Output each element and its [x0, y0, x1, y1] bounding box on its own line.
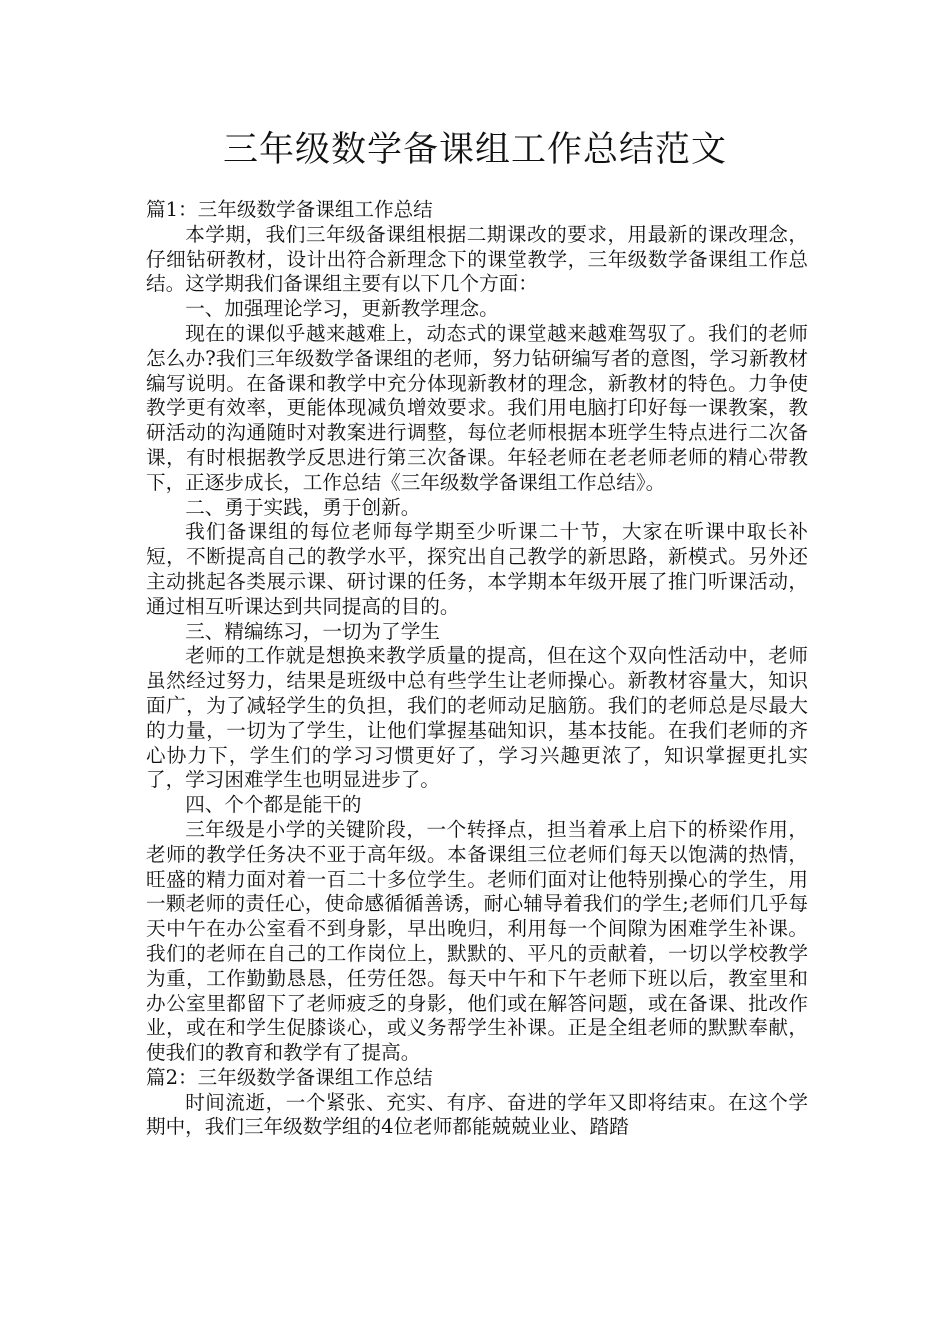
- section-heading-2: 篇2：三年级数学备课组工作总结: [146, 1065, 433, 1089]
- subheading-exercises: 三、精编练习，一切为了学生: [185, 619, 440, 643]
- paragraph-section-2-intro: 时间流逝，一个紧张、充实、有序、奋进的学年又即将结束。在这个学期中，我们三年级数学组的4位老师都能兢兢业业、踏踏: [146, 1090, 808, 1139]
- subheading-practice: 二、勇于实践，勇于创新。: [185, 495, 421, 519]
- document-body: [146, 198, 808, 1140]
- subheading-capable: 四、个个都是能干的: [185, 793, 362, 817]
- subheading-theory: 一、加强理论学习，更新教学理念。: [185, 297, 499, 321]
- paragraph-exercises: 老师的工作就是想换来教学质量的提高，但在这个双向性活动中，老师虽然经过努力，结果是班级中总有些学生让老师操心。新教材容量大，知识面广，为了减轻学生的负担，我们的老师动足脑筋。我们的老师总是尽最大的力量，一切为了学生，让他们掌握基础知识，基本技能。在我们老师的齐心协力下，学生们的学习习惯更好了，学习兴趣更浓了，知识掌握更扎实了，学习困难学生也明显进步了。: [146, 644, 808, 792]
- paragraph-practice: 我们备课组的每位老师每学期至少听课二十节，大家在听课中取长补短，不断提高自己的教学水平，探究出自己教学的新思路，新模式。另外还主动挑起各类展示课、研讨课的任务，本学期本年级开展了推门听课活动，通过相互听课达到共同提高的目的。: [146, 520, 808, 618]
- section-heading-1: 篇1：三年级数学备课组工作总结: [146, 198, 433, 221]
- document-title: 三年级数学备课组工作总结范文: [222, 130, 727, 170]
- paragraph-intro: 本学期，我们三年级备课组根据二期课改的要求，用最新的课改理念，仔细钻研教材，设计出符合新理念下的课堂教学，三年级数学备课组工作总结。这学期我们备课组主要有以下几个方面：: [146, 222, 808, 296]
- paragraph-capable: 三年级是小学的关键阶段，一个转择点，担当着承上启下的桥梁作用，老师的教学任务决不亚于高年级。本备课组三位老师们每天以饱满的热情，旺盛的精力面对着一百二十多位学生。老师们面对让他特别操心的学生，用一颗老师的责任心，使命感循循善诱，耐心辅导着我们的学生;老师们几乎每天中午在办公室看不到身影，早出晚归，利用每一个间隙为困难学生补课。我们的老师在自己的工作岗位上，默默的、平凡的贡献着，一切以学校教学为重，工作勤勤恳恳，任劳任怨。每天中午和下午老师下班以后，教室里和办公室里都留下了老师疲乏的身影，他们或在解答问题，或在备课、批改作业，或在和学生促膝谈心，或义务帮学生补课。正是全组老师的默默奉献，使我们的教育和教学有了提高。: [146, 817, 808, 1065]
- paragraph-theory: 现在的课似乎越来越难上，动态式的课堂越来越难驾驭了。我们的老师怎么办?我们三年级数学备课组的老师，努力钻研编写者的意图，学习新教材编写说明。在备课和教学中充分体现新教材的理念，新教材的特色。力争使教学更有效率，更能体现减负增效要求。我们用电脑打印好每一课教案，教研活动的沟通随时对教案进行调整，每位老师根据本班学生特点进行二次备课，有时根据教学反思进行第三次备课。年轻老师在老老师老师的精心带教下，正逐步成长，工作总结《三年级数学备课组工作总结》。: [146, 321, 808, 494]
